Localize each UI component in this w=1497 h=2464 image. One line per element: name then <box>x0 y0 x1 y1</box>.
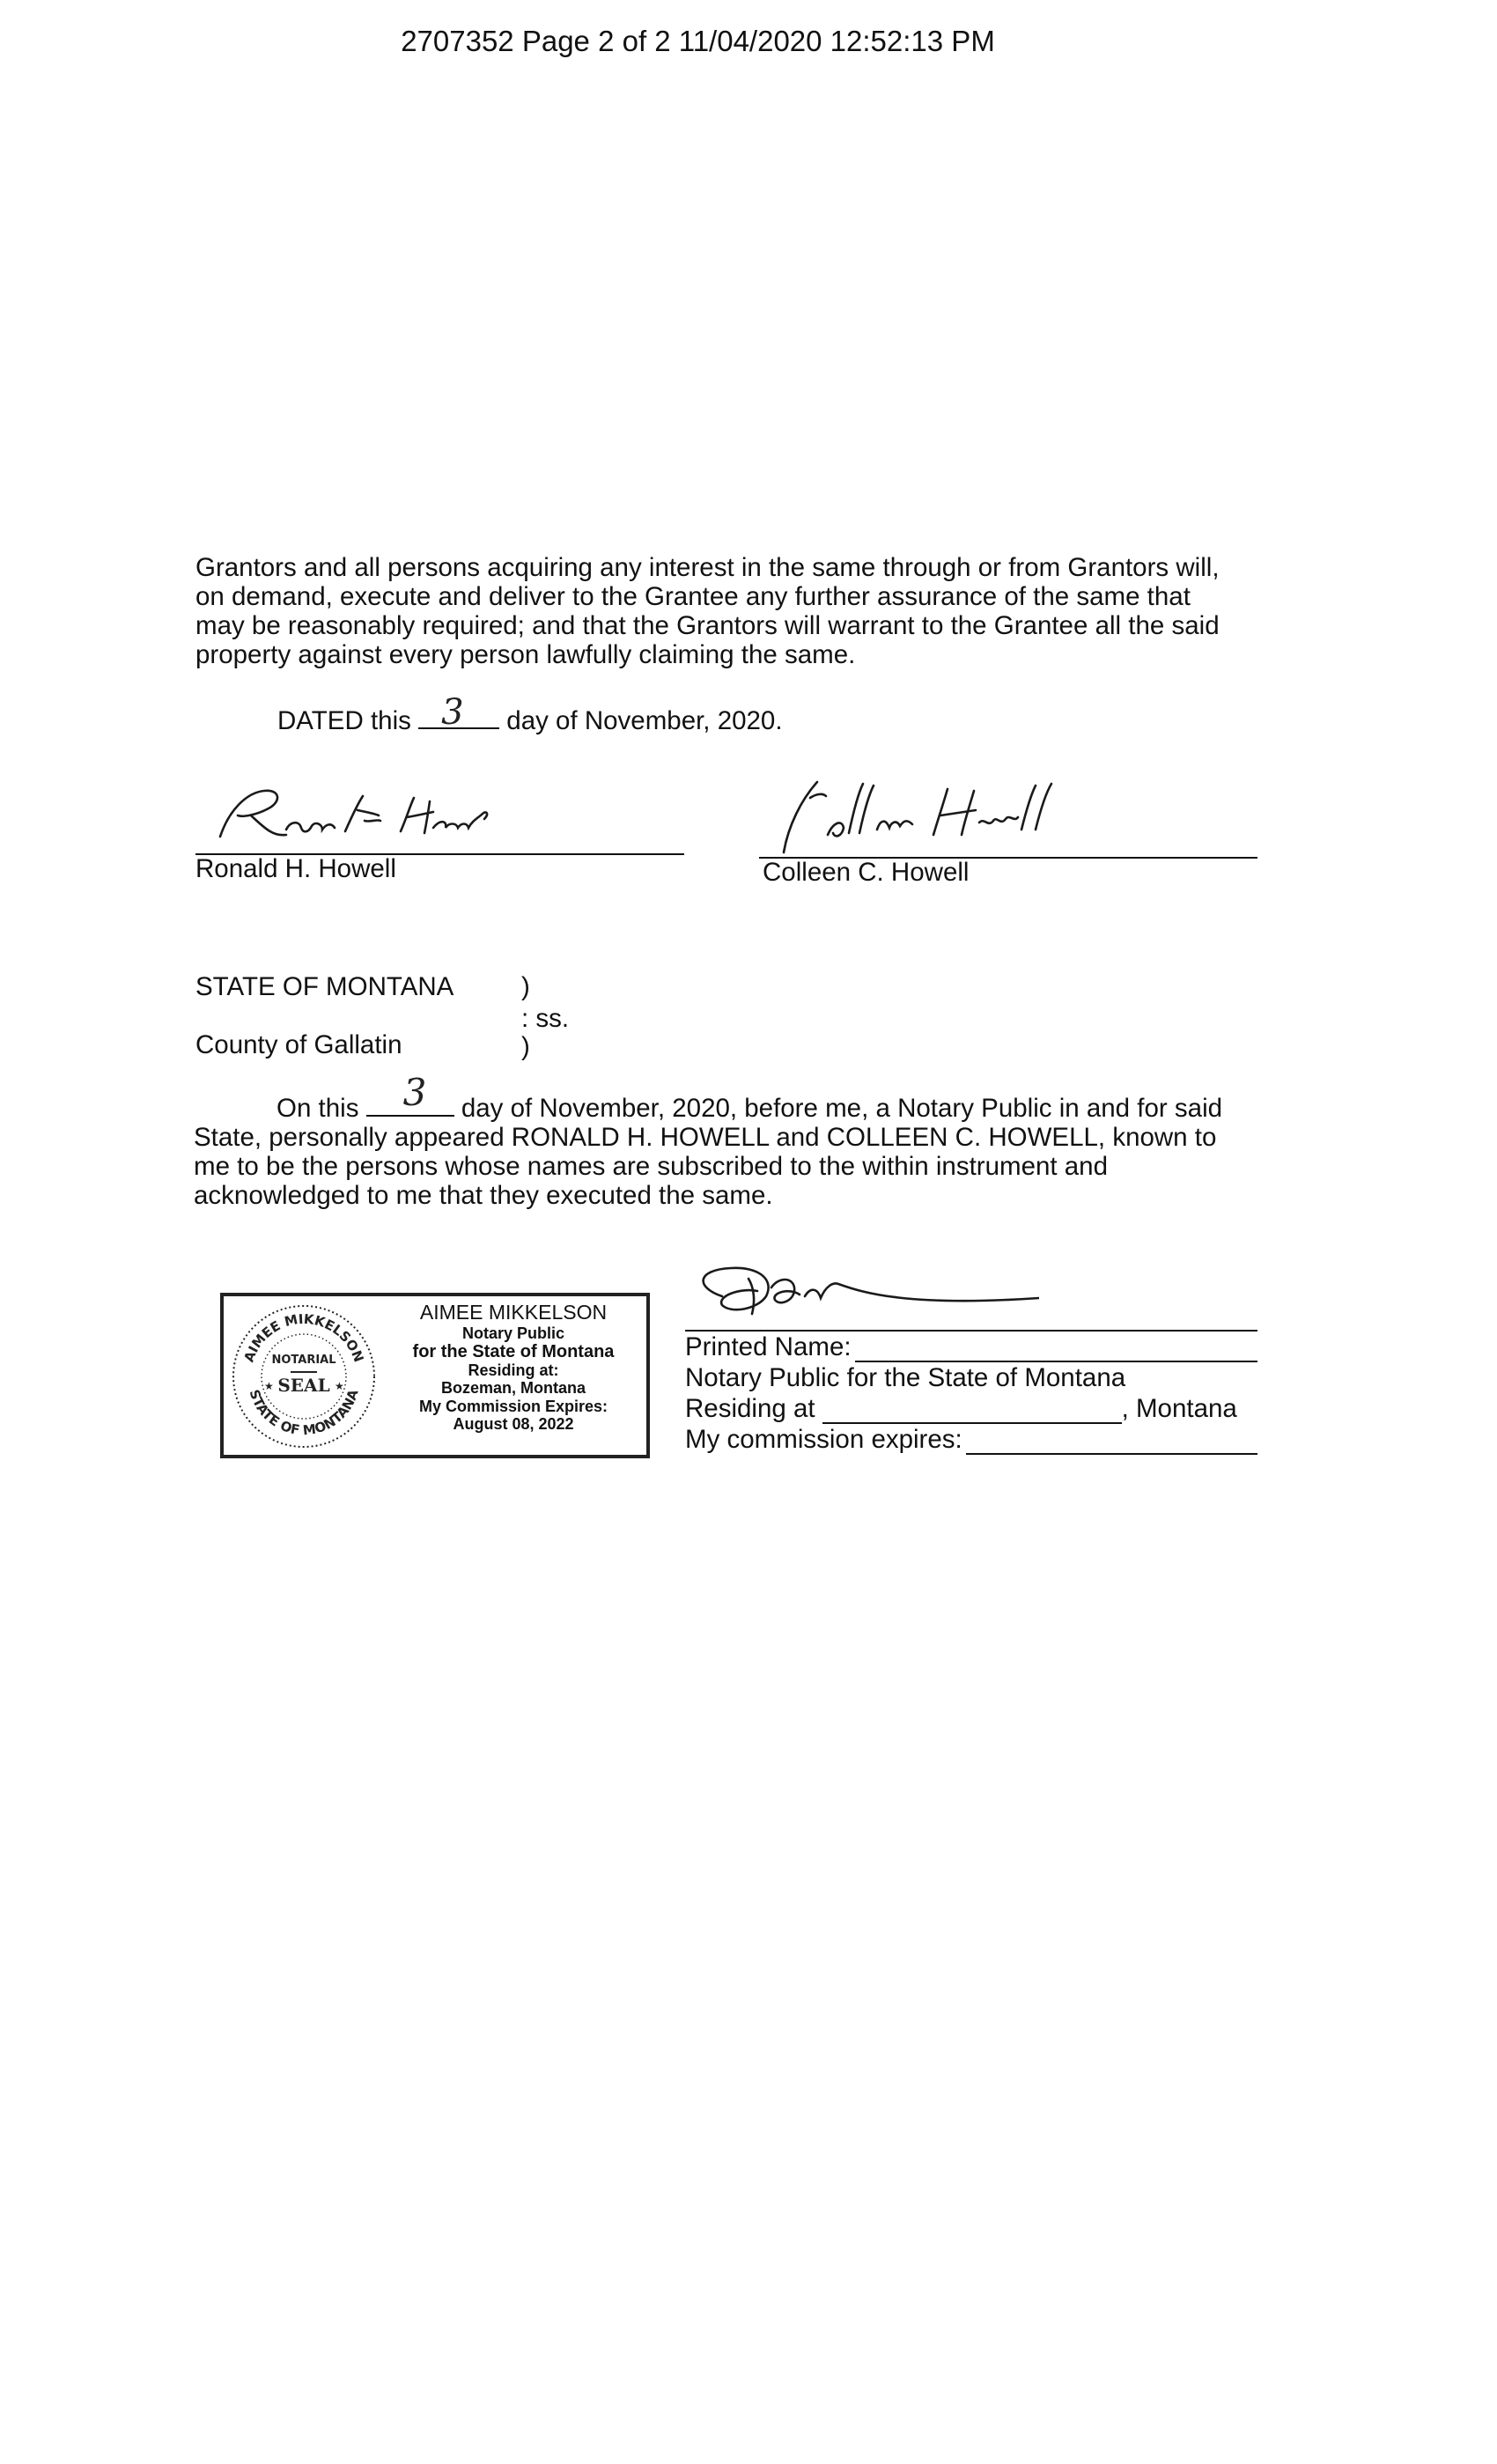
notary-signature <box>687 1261 1039 1332</box>
dated-suffix: day of November, 2020. <box>499 706 783 735</box>
stamp-title: Notary Public <box>461 1324 565 1342</box>
acknowledgment-paragraph <box>194 1071 1259 1210</box>
colleen-signature <box>757 773 1110 861</box>
ack-prefix: On this <box>277 1094 366 1123</box>
printed-name-blank <box>855 1339 1257 1362</box>
venue-ss: : ss. <box>521 1004 570 1033</box>
paragraph-line: may be reasonably required; and that the Grantors will warrant to the Grantee all the said <box>195 611 1220 640</box>
assurance-paragraph <box>195 553 1261 669</box>
ack-first-line <box>194 1071 1259 1123</box>
stamp-state-line: for the State of Montana <box>412 1341 615 1361</box>
stamp-residing-label: Residing at: <box>468 1361 559 1380</box>
seal-top-text: AIMEE MIKKELSON <box>240 1310 367 1365</box>
stamp-expires-date: August 08, 2022 <box>453 1414 574 1433</box>
ack-line1-rest: day of November, 2020, before me, a Notary Public in and for said <box>454 1094 1223 1123</box>
seal-middle-text: NOTARIAL <box>271 1354 336 1367</box>
residing-row <box>685 1393 1257 1424</box>
svg-text:★: ★ <box>335 1380 344 1392</box>
venue-county: County of Gallatin <box>195 1030 402 1059</box>
ack-line: me to be the persons whose names are subscribed to the within instrument and <box>194 1152 1108 1181</box>
notary-public-line: Notary Public for the State of Montana <box>685 1363 1126 1392</box>
left-signer-name: Ronald H. Howell <box>195 854 396 883</box>
right-signer-name: Colleen C. Howell <box>763 858 970 887</box>
seal-center-text: SEAL <box>277 1375 330 1396</box>
venue-paren-open: ) <box>521 972 530 1001</box>
dated-prefix: DATED this <box>277 706 419 735</box>
notary-public-row <box>685 1362 1257 1393</box>
ack-line: acknowledged to me that they executed the same. <box>194 1181 773 1210</box>
commission-blank <box>966 1432 1257 1455</box>
ack-line: State, personally appeared RONALD H. HOWELL and COLLEEN C. HOWELL, known to <box>194 1123 1217 1152</box>
notary-block <box>685 1330 1257 1455</box>
stamp-residing-city: Bozeman, Montana <box>440 1379 586 1398</box>
printed-name-label: Printed Name: <box>685 1332 852 1361</box>
printed-name-row <box>685 1332 1257 1362</box>
paragraph-line: property against every person lawfully claiming the same. <box>195 640 856 669</box>
paragraph-line: Grantors and all persons acquiring any interest in the same through or from Grantors will, <box>195 553 1220 582</box>
svg-text:★: ★ <box>264 1380 274 1392</box>
residing-label: Residing at <box>685 1394 815 1423</box>
ack-day-handwritten: 3 <box>402 1071 427 1114</box>
notarial-seal-icon <box>229 1302 379 1451</box>
venue-paren-close: ) <box>521 1032 530 1061</box>
notary-stamp <box>220 1293 650 1458</box>
recording-header: 2707352 Page 2 of 2 11/04/2020 12:52:13 PM <box>401 25 995 57</box>
residing-suffix: , Montana <box>1121 1394 1237 1423</box>
ack-day-blank <box>366 1071 454 1117</box>
residing-blank <box>822 1401 1122 1424</box>
paragraph-line: on demand, execute and deliver to the Grantee any further assurance of the same that <box>195 582 1191 611</box>
notary-signature-line <box>685 1330 1257 1332</box>
venue-state: STATE OF MONTANA <box>195 972 454 1001</box>
seal-bottom-text: STATE OF MONTANA <box>246 1387 362 1439</box>
stamp-notary-name: AIMEE MIKKELSON <box>419 1301 608 1324</box>
dated-day-handwritten: 3 <box>441 692 464 733</box>
dated-day-blank <box>418 692 499 733</box>
dated-line <box>277 692 783 736</box>
commission-row <box>685 1424 1257 1455</box>
ronald-signature <box>203 775 528 854</box>
commission-label: My commission expires: <box>685 1425 962 1454</box>
stamp-expires-label: My Commission Expires: <box>418 1397 608 1415</box>
stamp-text-block <box>379 1302 648 1433</box>
